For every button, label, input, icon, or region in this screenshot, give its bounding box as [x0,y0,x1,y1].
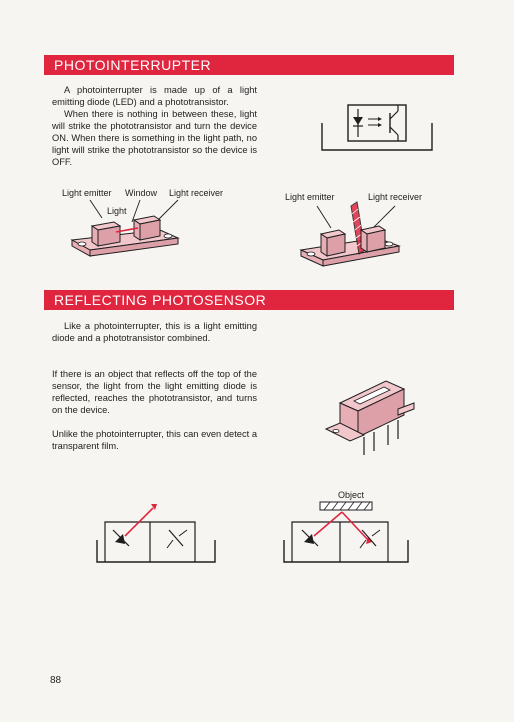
photointerrupter-left-drawing [60,196,190,266]
label-light-emitter-left: Light emitter [62,188,112,198]
reflecting-sensor-drawing [320,375,420,460]
section-heading-reflecting-photosensor: REFLECTING PHOTOSENSOR [44,290,454,310]
reflection-diagram-no-object [95,500,225,570]
label-light-receiver-left: Light receiver [169,188,224,198]
label-light: Light [107,206,127,216]
photointerrupter-right-drawing [295,200,415,275]
paragraph-reflect-intro: Like a photointerrupter, this is a light emitting diode and a phototransistor combined. [52,321,257,343]
section-heading-photointerrupter: PHOTOINTERRUPTER [44,55,454,75]
label-light-receiver-right: Light receiver [368,192,423,202]
reflection-diagram-with-object [280,500,415,570]
label-light-emitter-right: Light emitter [285,192,335,202]
paragraph-intro: A photointerrupter is made up of a light emitting diode (LED) and a phototransistor. [52,85,257,107]
label-object: Object [338,490,365,500]
paragraph-operation: When there is nothing in between these, light will strike the phototransistor and turn the device ON. When there is something in the light path, no light will strike the phototransistor so the device is OFF. [52,109,257,167]
page-number: 88 [50,675,62,686]
label-window: Window [125,188,158,198]
paragraph-reflect-film: Unlike the photointerrupter, this can even detect a transparent film. [52,429,257,451]
photointerrupter-schematic [320,95,435,155]
paragraph-reflect-operation: If there is an object that reflects off the top of the sensor, the light from the light emitting diode is reflected, reaches the phototransistor, and turns on the device. [52,369,257,415]
